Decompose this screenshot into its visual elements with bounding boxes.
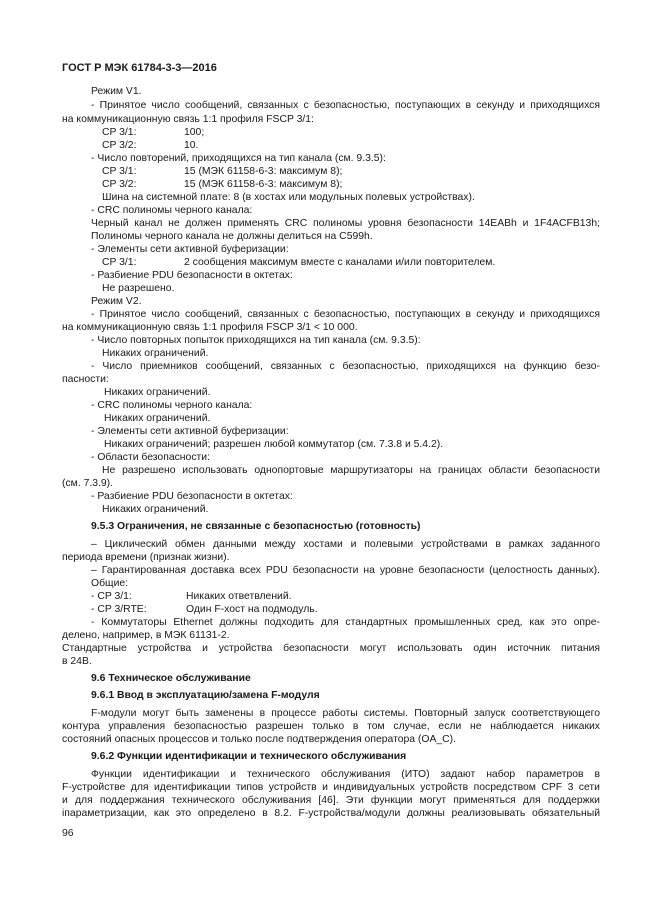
text-line: делено, например, в МЭК 61131-2. [62,630,230,641]
text-line: CP 3/1: [102,127,137,138]
text-line: - Число приемников сообщений, связанных с безопасностью, приходящихся на функцию безо- [91,361,600,372]
text-line: Никаких ограничений; разрешен любой коммутатор (см. 7.3.8 и 5.4.2). [104,439,444,450]
text-line: 100; [184,127,205,138]
text-line: на коммуникационную связь 1:1 профиля FSCP 3/1: [62,114,314,125]
document-title: ГОСТ Р МЭК 61784-3-3—2016 [62,62,217,74]
text-line: контура управления безопасностью разрешен только в том случае, если не наблюдается никаких [62,721,600,732]
section-heading: 9.6.2 Функции идентификации и технического обслуживания [91,751,407,762]
section-heading: 9.6.1 Ввод в эксплуатацию/замена F-модуля [91,690,320,701]
text-line: Никаких ограничений. [102,348,209,359]
text-line: состояний опасных процессов и только после подтверждения оператора (OA_C). [62,734,457,745]
text-line: Не разрешено использовать однопортовые маршрутизаторы на границах области безопасности [102,465,600,476]
text-line: в 24В. [62,656,92,667]
text-line: - CRC полиномы черного канала: [91,205,253,216]
text-line: CP 3/2: [102,140,137,151]
text-line: и для поддержания технического обслуживания [46]. Эти функции могут применяться для поддержки [62,795,600,806]
text-line: Никаких ограничений. [104,387,211,398]
text-line: Никаких ответвлений. [186,591,292,602]
text-line: 10. [184,140,199,151]
text-line: - Разбиение PDU безопасности в октетах: [91,270,293,281]
text-line: - CP 3/1: [91,591,132,602]
text-line: Полиномы черного канала не должны делиться на C599h. [91,231,373,242]
text-line: 15 (МЭК 61158-6-3: максимум 8); [184,179,343,190]
text-line: Общие: [91,578,129,589]
text-line: - CRC полиномы черного канала: [91,400,253,411]
text-line: 2 сообщения максимум вместе с каналами и/или повторителем. [184,257,496,268]
page-number: 96 [62,828,74,839]
text-line: пасности: [62,374,109,385]
text-line: – Циклический обмен данными между хостами и полевыми устройствами в рамках заданного [91,539,600,550]
text-line: - Число повторных попыток приходящихся на тип канала (см. 9.3.5): [91,335,421,346]
text-line: Черный канал не должен применять CRC полиномы уровня безопасности 14EABh и 1F4ACFB13h; [91,218,600,229]
text-line: Функции идентификации и технического обслуживания (ИТО) задают набор параметров в [91,769,600,780]
text-line: (см. 7.3.9). [62,478,114,489]
text-line: Режим V2. [91,296,142,307]
text-line: - Принятое число сообщений, связанных с безопасностью, поступающих в секунду и приходящихся [91,309,600,320]
text-line: CP 3/1: [102,257,137,268]
section-heading: 9.5.3 Ограничения, не связанные с безопасностью (готовность) [91,521,421,532]
text-line: Шина на системной плате: 8 (в хостах или модульных полевых устройствах). [102,192,475,203]
text-line: Никаких ограничений. [104,413,211,424]
text-line: CP 3/1: [102,166,137,177]
text-line: Стандартные устройства и устройства безопасности могут использовать один источник питания [62,643,600,654]
text-line: - Области безопасности: [91,452,210,463]
text-line: F-модули могут быть заменены в процессе работы системы. Повторный запуск соответствующего [91,708,600,719]
text-line: Не разрешено. [102,283,175,294]
text-line: - Принятое число сообщений, связанных с безопасностью, поступающих в секунду и приходящихся [91,100,600,111]
text-line: на коммуникационную связь 1:1 профиля FSCP 3/1 < 10 000. [62,322,358,333]
text-line: – Гарантированная доставка всех PDU безопасности на уровне безопасности (целостность данных). [91,565,600,576]
text-line: Никаких ограничений. [102,504,209,515]
text-line: - Элементы сети активной буферизации: [91,244,289,255]
text-line: iпараметризации, как это определено в 8.2. F-устройства/модули должны реализовывать обязательный [62,808,600,819]
text-line: Один F-хост на подмодуль. [186,604,318,615]
text-line: F-устройстве для идентификации типов устройств и индивидуальных устройств посредством CPF 3 сети [62,782,600,793]
text-line: Режим V1. [91,86,142,97]
section-heading: 9.6 Техническое обслуживание [91,673,251,684]
text-line: - Коммутаторы Ethernet должны подходить для стандартных промышленных сред, как это опре- [91,617,600,628]
text-line: - CP 3/RTE: [91,604,147,615]
text-line: - Элементы сети активной буферизации: [91,426,289,437]
text-line: - Разбиение PDU безопасности в октетах: [91,491,293,502]
text-line: 15 (МЭК 61158-6-3: максимум 8); [184,166,343,177]
text-line: CP 3/2: [102,179,137,190]
text-line: - Число повторений, приходящихся на тип канала (см. 9.3.5): [91,153,386,164]
text-line: периода времени (признак жизни). [62,552,230,563]
